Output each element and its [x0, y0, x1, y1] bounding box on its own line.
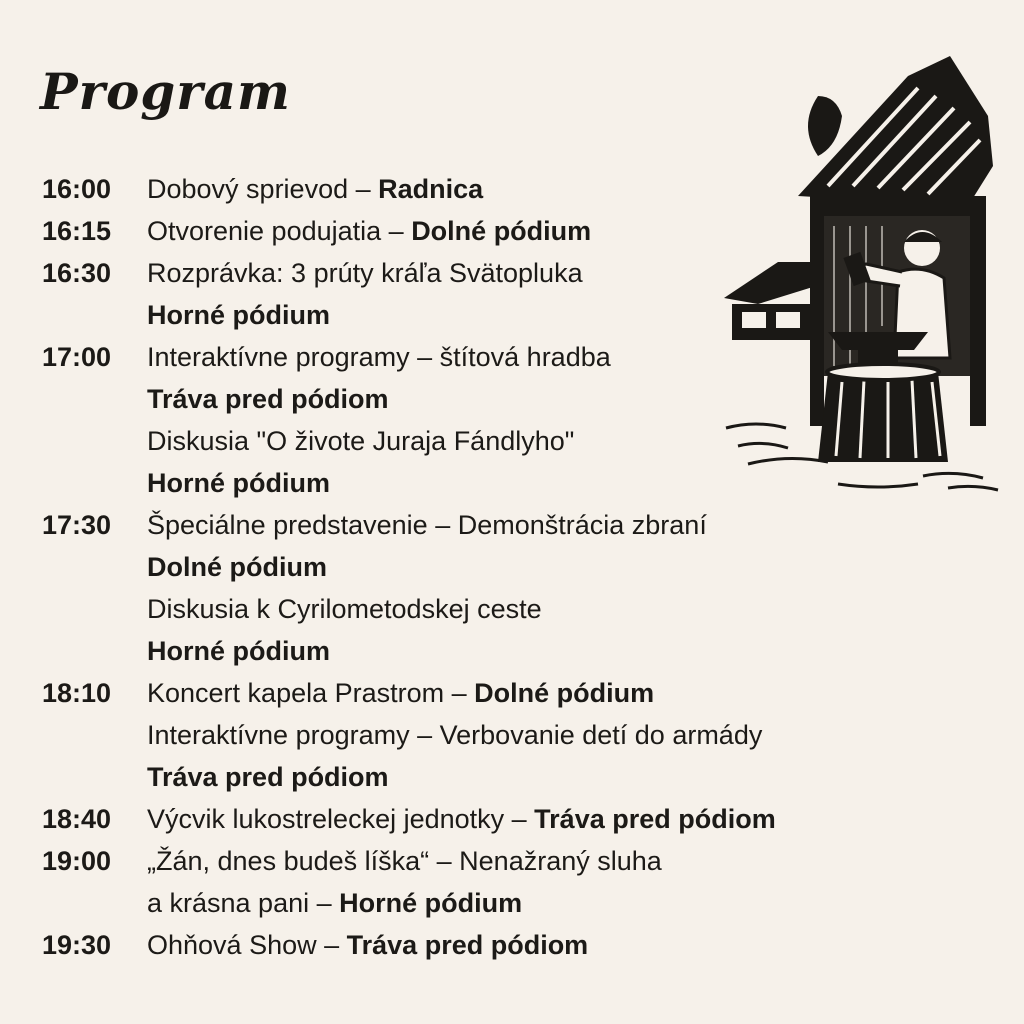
event-text: Koncert kapela Prastrom – — [147, 678, 475, 708]
event-venue: Horné pódium — [147, 636, 330, 666]
slot-events — [147, 798, 942, 840]
event-line — [147, 756, 942, 798]
event-line — [147, 798, 942, 840]
event-venue: Tráva pred pódiom — [534, 804, 776, 834]
event-text: Dobový sprievod – — [147, 174, 379, 204]
event-line — [147, 630, 942, 672]
page-title: Program — [40, 62, 291, 121]
event-venue: Horné pódium — [147, 300, 330, 330]
event-line — [147, 588, 942, 630]
slot-time: 18:40 — [42, 804, 112, 834]
slot-time: 19:30 — [42, 930, 112, 960]
event-venue: Horné pódium — [147, 468, 330, 498]
slot-events — [147, 504, 942, 672]
slot-time: 16:15 — [42, 216, 112, 246]
schedule-slot — [42, 924, 942, 966]
event-line — [147, 924, 942, 966]
event-text: Interaktívne programy – štítová hradba — [147, 342, 611, 372]
event-venue: Dolné pódium — [474, 678, 655, 708]
event-line — [147, 504, 942, 546]
schedule-slot — [42, 840, 942, 924]
slot-time: 17:00 — [42, 342, 112, 372]
event-text: Interaktívne programy – Verbovanie detí do armády — [147, 720, 763, 750]
event-line — [147, 840, 942, 882]
event-text: a krásna pani – — [147, 888, 340, 918]
event-line — [147, 714, 942, 756]
slot-events — [147, 840, 942, 924]
event-venue: Horné pódium — [339, 888, 523, 918]
slot-time: 17:30 — [42, 510, 112, 540]
event-text: Diskusia "O živote Juraja Fándlyho" — [147, 426, 575, 456]
slot-events — [147, 672, 942, 798]
slot-time: 16:00 — [42, 174, 112, 204]
slot-time: 19:00 — [42, 846, 112, 876]
event-venue: Dolné pódium — [411, 216, 592, 246]
event-venue: Tráva pred pódiom — [346, 930, 589, 960]
schedule-slot — [42, 672, 942, 798]
event-line — [147, 672, 942, 714]
event-venue: Tráva pred pódiom — [147, 762, 389, 792]
event-text: Diskusia k Cyrilometodskej ceste — [147, 594, 542, 624]
event-text: Špeciálne predstavenie – Demonštrácia zbraní — [147, 510, 707, 540]
event-text: „Žán, dnes budeš líška“ – Nenažraný sluha — [147, 846, 662, 876]
event-venue: Dolné pódium — [147, 552, 327, 582]
schedule-slot — [42, 798, 942, 840]
event-line — [147, 882, 942, 924]
event-text: Rozprávka: 3 prúty kráľa Svätopluka — [147, 258, 583, 288]
event-text: Výcvik lukostreleckej jednotky – — [147, 804, 535, 834]
schedule-slot — [42, 504, 942, 672]
slot-time: 16:30 — [42, 258, 112, 288]
slot-events — [147, 924, 942, 966]
event-venue: Tráva pred pódiom — [147, 384, 389, 414]
blacksmith-woodcut-icon — [718, 36, 1008, 506]
slot-time: 18:10 — [42, 678, 112, 708]
event-venue: Radnica — [378, 174, 484, 204]
event-text: Otvorenie podujatia – — [147, 216, 412, 246]
event-line — [147, 546, 942, 588]
event-text: Ohňová Show – — [147, 930, 347, 960]
